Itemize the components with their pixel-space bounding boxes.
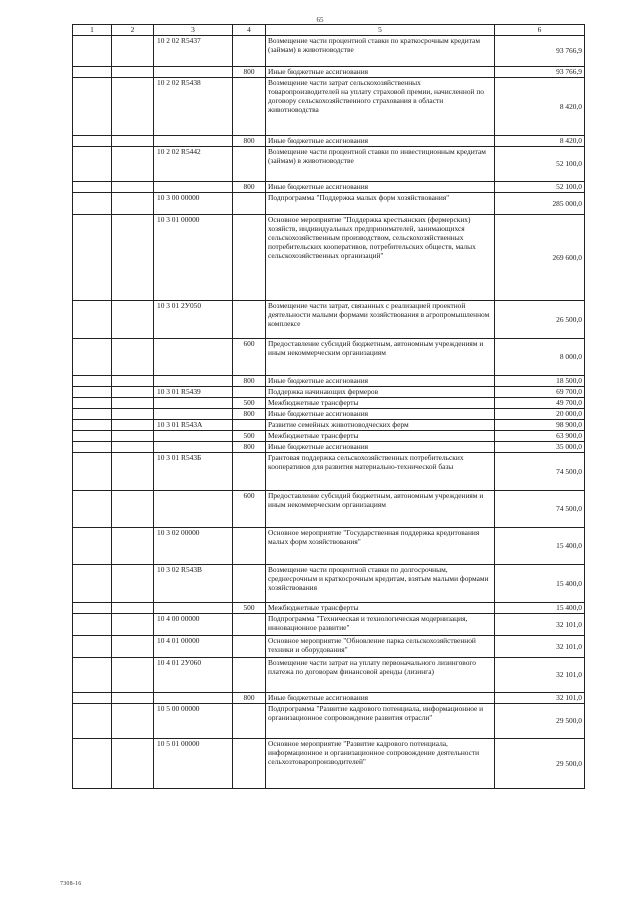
cell-name: Возмещение части процентной ставки по долгосрочным, среднесрочным и краткосрочным кредитам, взятым малыми формами хозяйствования xyxy=(266,565,495,603)
cell-name: Возмещение части затрат на уплату первоначального лизингового платежа по договорам финансовой аренды (лизинга) xyxy=(266,658,495,693)
cell-expense-type: 800 xyxy=(233,376,266,387)
cell-amount: 74 500,0 xyxy=(495,453,585,491)
cell-amount: 8 000,0 xyxy=(495,339,585,376)
table-row xyxy=(73,193,585,215)
table-row xyxy=(73,442,585,453)
table-row xyxy=(73,182,585,193)
table-row xyxy=(73,431,585,442)
cell-col-2 xyxy=(112,565,154,603)
cell-target-code: 10 3 01 R543А xyxy=(154,420,233,431)
document-code: 7308-16 xyxy=(60,881,82,887)
table-row xyxy=(73,693,585,704)
cell-target-code: 10 3 00 00000 xyxy=(154,193,233,215)
cell-col-2 xyxy=(112,301,154,339)
table-row xyxy=(73,636,585,658)
cell-target-code: 10 3 02 R543В xyxy=(154,565,233,603)
cell-amount: 18 500,0 xyxy=(495,376,585,387)
cell-col-2 xyxy=(112,431,154,442)
cell-expense-type: 800 xyxy=(233,67,266,78)
table-row xyxy=(73,704,585,739)
cell-expense-type xyxy=(233,147,266,182)
cell-amount: 26 500,0 xyxy=(495,301,585,339)
cell-target-code: 10 3 01 R543Б xyxy=(154,453,233,491)
cell-expense-type: 800 xyxy=(233,442,266,453)
cell-col-1 xyxy=(73,636,112,658)
cell-col-2 xyxy=(112,658,154,693)
cell-col-1 xyxy=(73,431,112,442)
header-col-5: 5 xyxy=(266,25,495,36)
cell-expense-type: 800 xyxy=(233,693,266,704)
cell-expense-type xyxy=(233,36,266,67)
cell-amount: 52 100,0 xyxy=(495,147,585,182)
cell-target-code xyxy=(154,339,233,376)
cell-expense-type: 600 xyxy=(233,491,266,528)
cell-target-code: 10 4 01 00000 xyxy=(154,636,233,658)
cell-expense-type xyxy=(233,614,266,636)
table-body xyxy=(73,36,585,789)
cell-expense-type xyxy=(233,658,266,693)
cell-expense-type: 500 xyxy=(233,431,266,442)
header-col-1: 1 xyxy=(73,25,112,36)
cell-col-2 xyxy=(112,453,154,491)
header-col-2: 2 xyxy=(112,25,154,36)
cell-name: Возмещение части процентной ставки по инвестиционным кредитам (займам) в животноводстве xyxy=(266,147,495,182)
cell-target-code xyxy=(154,182,233,193)
table-row xyxy=(73,739,585,789)
cell-col-1 xyxy=(73,693,112,704)
cell-name: Иные бюджетные ассигнования xyxy=(266,136,495,147)
cell-col-1 xyxy=(73,36,112,67)
table-row xyxy=(73,215,585,301)
table-row xyxy=(73,67,585,78)
cell-col-2 xyxy=(112,398,154,409)
cell-target-code xyxy=(154,693,233,704)
cell-col-2 xyxy=(112,215,154,301)
cell-target-code xyxy=(154,491,233,528)
cell-expense-type xyxy=(233,528,266,565)
cell-name: Межбюджетные трансферты xyxy=(266,431,495,442)
cell-col-1 xyxy=(73,67,112,78)
cell-name: Иные бюджетные ассигнования xyxy=(266,693,495,704)
cell-expense-type xyxy=(233,420,266,431)
cell-col-2 xyxy=(112,528,154,565)
table-row xyxy=(73,376,585,387)
cell-target-code xyxy=(154,409,233,420)
cell-target-code xyxy=(154,431,233,442)
table-row xyxy=(73,614,585,636)
cell-amount: 29 500,0 xyxy=(495,739,585,789)
cell-amount: 32 101,0 xyxy=(495,693,585,704)
table-row xyxy=(73,136,585,147)
cell-amount: 285 000,0 xyxy=(495,193,585,215)
cell-col-2 xyxy=(112,339,154,376)
cell-target-code: 10 5 00 00000 xyxy=(154,704,233,739)
cell-col-1 xyxy=(73,453,112,491)
cell-col-2 xyxy=(112,603,154,614)
cell-target-code: 10 5 01 00000 xyxy=(154,739,233,789)
cell-amount: 20 000,0 xyxy=(495,409,585,420)
cell-col-1 xyxy=(73,528,112,565)
cell-target-code: 10 4 00 00000 xyxy=(154,614,233,636)
cell-name: Возмещение части процентной ставки по краткосрочным кредитам (займам) в животноводстве xyxy=(266,36,495,67)
cell-col-2 xyxy=(112,614,154,636)
cell-col-2 xyxy=(112,67,154,78)
cell-amount: 32 101,0 xyxy=(495,614,585,636)
cell-target-code: 10 4 01 2У060 xyxy=(154,658,233,693)
cell-name: Предоставление субсидий бюджетным, автономным учреждениям и иным некоммерческим организациям xyxy=(266,339,495,376)
cell-target-code xyxy=(154,376,233,387)
cell-col-2 xyxy=(112,387,154,398)
cell-target-code: 10 3 01 2У050 xyxy=(154,301,233,339)
cell-amount: 8 420,0 xyxy=(495,78,585,136)
cell-amount: 49 700,0 xyxy=(495,398,585,409)
cell-amount: 74 500,0 xyxy=(495,491,585,528)
cell-name: Основное мероприятие "Государственная поддержка кредитования малых форм хозяйствования" xyxy=(266,528,495,565)
cell-amount: 93 766,9 xyxy=(495,67,585,78)
cell-target-code xyxy=(154,442,233,453)
cell-amount: 15 400,0 xyxy=(495,565,585,603)
cell-name: Иные бюджетные ассигнования xyxy=(266,442,495,453)
cell-amount: 15 400,0 xyxy=(495,528,585,565)
cell-target-code: 10 2 02 R5437 xyxy=(154,36,233,67)
cell-target-code xyxy=(154,67,233,78)
cell-col-1 xyxy=(73,398,112,409)
cell-col-1 xyxy=(73,193,112,215)
table-row xyxy=(73,658,585,693)
cell-col-1 xyxy=(73,215,112,301)
cell-col-1 xyxy=(73,491,112,528)
cell-target-code xyxy=(154,603,233,614)
cell-col-1 xyxy=(73,442,112,453)
cell-name: Иные бюджетные ассигнования xyxy=(266,376,495,387)
cell-col-1 xyxy=(73,182,112,193)
cell-col-1 xyxy=(73,147,112,182)
cell-expense-type xyxy=(233,215,266,301)
cell-name: Возмещение части затрат, связанных с реализацией проектной деятельности малыми формами хозяйствования в агропромышленном комплексе xyxy=(266,301,495,339)
cell-expense-type xyxy=(233,636,266,658)
cell-col-1 xyxy=(73,565,112,603)
table-row xyxy=(73,78,585,136)
cell-col-2 xyxy=(112,491,154,528)
cell-name: Подпрограмма "Поддержка малых форм хозяйствования" xyxy=(266,193,495,215)
cell-amount: 8 420,0 xyxy=(495,136,585,147)
cell-expense-type xyxy=(233,301,266,339)
cell-amount: 98 900,0 xyxy=(495,420,585,431)
cell-col-2 xyxy=(112,636,154,658)
cell-col-1 xyxy=(73,614,112,636)
cell-col-2 xyxy=(112,420,154,431)
cell-target-code: 10 2 02 R5442 xyxy=(154,147,233,182)
cell-col-2 xyxy=(112,409,154,420)
cell-name: Иные бюджетные ассигнования xyxy=(266,67,495,78)
cell-name: Межбюджетные трансферты xyxy=(266,398,495,409)
table-row xyxy=(73,409,585,420)
cell-col-1 xyxy=(73,78,112,136)
header-col-4: 4 xyxy=(233,25,266,36)
cell-target-code xyxy=(154,136,233,147)
header-row xyxy=(73,25,585,36)
cell-amount: 63 900,0 xyxy=(495,431,585,442)
cell-col-1 xyxy=(73,603,112,614)
cell-amount: 35 000,0 xyxy=(495,442,585,453)
table-row xyxy=(73,420,585,431)
table-row xyxy=(73,398,585,409)
cell-col-1 xyxy=(73,136,112,147)
cell-name: Основное мероприятие "Обновление парка сельскохозяйственной техники и оборудования" xyxy=(266,636,495,658)
cell-target-code: 10 3 01 R5439 xyxy=(154,387,233,398)
cell-expense-type: 800 xyxy=(233,182,266,193)
cell-expense-type xyxy=(233,739,266,789)
page-number: 65 xyxy=(316,16,324,24)
cell-amount: 29 500,0 xyxy=(495,704,585,739)
header-col-6: 6 xyxy=(495,25,585,36)
cell-amount: 32 101,0 xyxy=(495,636,585,658)
table-row xyxy=(73,339,585,376)
cell-col-2 xyxy=(112,78,154,136)
cell-name: Поддержка начинающих фермеров xyxy=(266,387,495,398)
cell-expense-type xyxy=(233,193,266,215)
cell-name: Развитие семейных животноводческих ферм xyxy=(266,420,495,431)
cell-col-1 xyxy=(73,376,112,387)
table-row xyxy=(73,491,585,528)
cell-amount: 93 766,9 xyxy=(495,36,585,67)
table-row xyxy=(73,36,585,67)
cell-amount: 15 400,0 xyxy=(495,603,585,614)
cell-expense-type: 500 xyxy=(233,603,266,614)
table-row xyxy=(73,453,585,491)
cell-name: Грантовая поддержка сельскохозяйственных потребительских кооперативов для развития материально-технической базы xyxy=(266,453,495,491)
cell-amount: 69 700,0 xyxy=(495,387,585,398)
cell-name: Подпрограмма "Развитие кадрового потенциала, информационное и организационное сопровождение развития отрасли" xyxy=(266,704,495,739)
cell-expense-type: 500 xyxy=(233,398,266,409)
cell-amount: 52 100,0 xyxy=(495,182,585,193)
cell-target-code: 10 3 01 00000 xyxy=(154,215,233,301)
cell-expense-type xyxy=(233,704,266,739)
cell-expense-type xyxy=(233,565,266,603)
cell-target-code: 10 3 02 00000 xyxy=(154,528,233,565)
table-row xyxy=(73,147,585,182)
cell-col-2 xyxy=(112,442,154,453)
cell-name: Предоставление субсидий бюджетным, автономным учреждениям и иным некоммерческим организациям xyxy=(266,491,495,528)
cell-col-2 xyxy=(112,147,154,182)
table-row xyxy=(73,387,585,398)
cell-expense-type xyxy=(233,453,266,491)
cell-expense-type: 800 xyxy=(233,409,266,420)
cell-col-1 xyxy=(73,704,112,739)
cell-col-2 xyxy=(112,693,154,704)
cell-col-2 xyxy=(112,136,154,147)
cell-expense-type xyxy=(233,387,266,398)
table-row xyxy=(73,301,585,339)
cell-name: Возмещение части затрат сельскохозяйственных товаропроизводителей на уплату страховой премии, начисленной по договору сельскохозяйственного страхования в области животноводства xyxy=(266,78,495,136)
cell-name: Основное мероприятие "Развитие кадрового потенциала, информационное и организационное сопровождение деятельности сельхозтоваропроизводителей" xyxy=(266,739,495,789)
header-col-3: 3 xyxy=(154,25,233,36)
cell-col-2 xyxy=(112,193,154,215)
cell-amount: 32 101,0 xyxy=(495,658,585,693)
cell-col-2 xyxy=(112,376,154,387)
cell-amount: 269 600,0 xyxy=(495,215,585,301)
cell-col-1 xyxy=(73,387,112,398)
cell-name: Основное мероприятие "Поддержка крестьянских (фермерских) хозяйств, индивидуальных предпринимателей, занимающихся сельскохозяйственным производством, сельскохозяйственных потребительских кооперативов, потребительских обществ, малых сельскохозяйственных организаций" xyxy=(266,215,495,301)
cell-col-2 xyxy=(112,739,154,789)
cell-expense-type: 800 xyxy=(233,136,266,147)
cell-col-1 xyxy=(73,339,112,376)
cell-expense-type: 600 xyxy=(233,339,266,376)
cell-col-2 xyxy=(112,36,154,67)
table-row xyxy=(73,603,585,614)
cell-col-1 xyxy=(73,739,112,789)
cell-target-code xyxy=(154,398,233,409)
cell-name: Иные бюджетные ассигнования xyxy=(266,409,495,420)
cell-col-1 xyxy=(73,409,112,420)
cell-col-1 xyxy=(73,301,112,339)
table-row xyxy=(73,528,585,565)
cell-col-1 xyxy=(73,658,112,693)
cell-name: Иные бюджетные ассигнования xyxy=(266,182,495,193)
cell-expense-type xyxy=(233,78,266,136)
cell-target-code: 10 2 02 R5438 xyxy=(154,78,233,136)
cell-name: Подпрограмма "Техническая и технологическая модернизация, инновационное развитие" xyxy=(266,614,495,636)
cell-name: Межбюджетные трансферты xyxy=(266,603,495,614)
budget-table xyxy=(72,24,585,789)
cell-col-2 xyxy=(112,704,154,739)
table-row xyxy=(73,565,585,603)
cell-col-2 xyxy=(112,182,154,193)
cell-col-1 xyxy=(73,420,112,431)
